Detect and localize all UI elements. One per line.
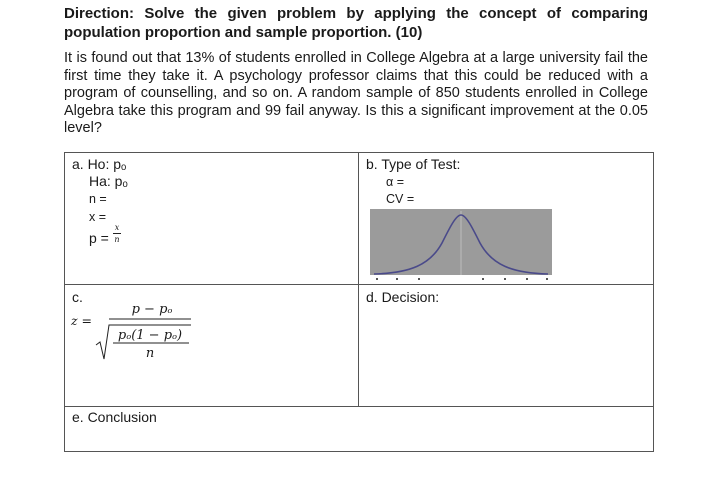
direction-heading: Direction: Solve the given problem by applying the concept of comparing population proportion and sample proportion. (10) xyxy=(64,5,648,41)
z-label: z = xyxy=(71,313,93,328)
radicand-denominator: n xyxy=(145,346,155,361)
fraction-bar xyxy=(113,233,121,234)
alpha-label: α = xyxy=(386,175,404,189)
formula-numerator: p − pₒ xyxy=(131,302,173,317)
decision-label: d. Decision: xyxy=(366,289,440,305)
test-type-label: b. Type of Test: xyxy=(366,156,461,172)
part-c-label: c. xyxy=(72,289,83,305)
cell-d-decision[interactable] xyxy=(359,285,653,407)
sample-size-label: n = xyxy=(89,192,107,206)
fraction-numerator: x xyxy=(114,223,120,232)
cell-a-hypotheses[interactable] xyxy=(65,153,359,285)
null-hypothesis-label: a. Ho: pₒ xyxy=(72,156,127,172)
cell-b-test-type[interactable] xyxy=(359,153,653,285)
normal-curve-diagram xyxy=(370,209,552,283)
alternative-hypothesis-label: Ha: pₒ xyxy=(89,173,128,189)
radicand-numerator: pₒ(1 − pₒ) xyxy=(117,328,183,343)
sample-proportion-label: p = xyxy=(89,230,109,246)
cell-c-test-statistic[interactable] xyxy=(65,285,359,407)
fraction-denominator: n xyxy=(114,235,120,244)
answer-table xyxy=(64,152,654,452)
cell-e-conclusion[interactable] xyxy=(65,407,653,451)
critical-value-label: CV = xyxy=(386,192,415,206)
z-formula xyxy=(91,299,195,361)
problem-statement: It is found out that 13% of students enrolled in College Algebra at a large university fail the first time they take it. A psychology professor claims that this could be reduced with a program of counselling, and so on. A random sample of 850 students enrolled in College Algebra take this program and 99 fail anyway. Is this a significant improvement at the 0.05 level? xyxy=(64,50,648,137)
conclusion-label: e. Conclusion xyxy=(72,409,157,425)
successes-label: x = xyxy=(89,210,107,224)
